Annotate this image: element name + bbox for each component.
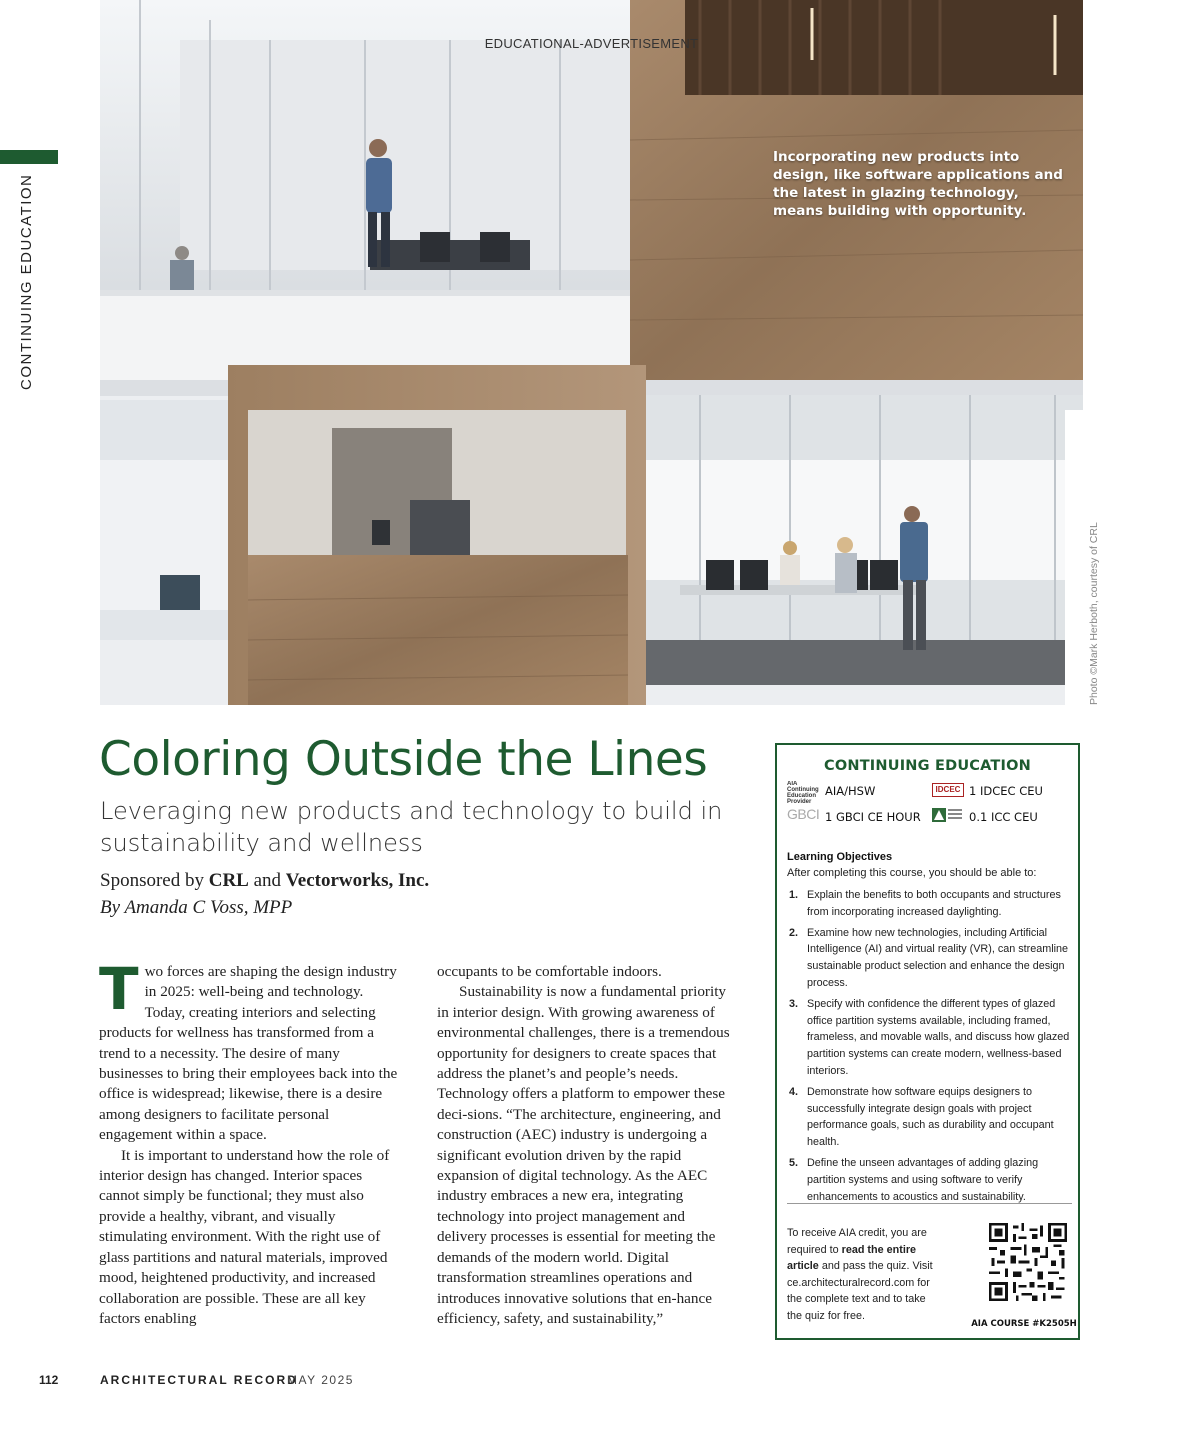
section-tab-label: CONTINUING EDUCATION (18, 173, 35, 390)
objective-number: 1. (789, 889, 799, 901)
credit-note-text: and pass the quiz. Visit ce.architecturalrecord.com for the complete text and to take the quiz for free. (787, 1260, 933, 1322)
hero-photo (100, 0, 1083, 705)
objective-text: Demonstrate how software equips designers to successfully integrate design goals with project performance goals, such as durability and occupant health. (807, 1085, 1054, 1149)
objective-number: 3. (789, 997, 799, 1010)
photo-caption: Incorporating new products into design, like software applications and the latest in glazing technology, means building with opportunity. (773, 149, 1063, 219)
body-column-2 (437, 962, 737, 1329)
sponsor-prefix: Sponsored by (100, 870, 204, 891)
objectives-intro: After completing this course, you should be able to: (787, 867, 1037, 879)
sponsor-crl: CRL (208, 870, 249, 891)
objective-item (787, 925, 1072, 992)
objective-item (787, 1155, 1072, 1205)
byline: By Amanda C Voss, MPP (100, 897, 293, 918)
aia-logo: AIA Continuing Education Provider (787, 781, 819, 805)
objective-text: Explain the benefits to both occupants and structures from incorporating increased daylighting. (807, 889, 1061, 918)
paragraph: Sustainability is now a fundamental priority in interior design. With growing awareness of environmental challenges, there is a tremendous opportunity for designers to create spaces that address the planet’s and people’s needs. Technology offers a platform to empower these deci-sions. “The architecture, engineering, and construction (AEC) industry is undergoing a significant evolution driven by the rapid expansion of digital technology. As the AEC industry embraces a new era, integrating technology into project management and delivery processes is essential for meeting the demands of the modern world. Digital transformation streamlines operations and introduces innovative solutions that en-hance efficiency, safety, and sustainability,” (437, 983, 730, 1327)
idcec-logo-box (932, 783, 964, 797)
objective-item (787, 1084, 1072, 1151)
objective-number: 5. (789, 1156, 799, 1169)
sponsor-line (100, 870, 429, 892)
aia-credit-note (787, 1225, 937, 1324)
ce-box-heading: CONTINUING EDUCATION (824, 758, 1031, 774)
credit-note-text: To receive AIA credit, you are required to (787, 1227, 927, 1256)
divider (787, 1203, 1072, 1204)
icc-logo-icon (932, 807, 964, 823)
qr-code-icon[interactable] (989, 1223, 1067, 1301)
credit-gbci: 1 GBCI CE HOUR (825, 810, 921, 824)
gbci-logo: GBCI (787, 806, 820, 822)
objective-text: Specify with confidence the different types of glazed office partition systems available, including framed, frameless, and movable walls, and discuss how glazed partition systems can create modern, wellness-based interiors. (807, 997, 1070, 1077)
sponsor-and: and (253, 870, 282, 891)
section-tab-bar (0, 150, 58, 164)
objectives-title: Learning Objectives (787, 851, 893, 863)
article-title: Coloring Outside the Lines (99, 732, 708, 787)
paragraph: It is important to understand how the role of interior design has changed. Interior spaces cannot simply be functional; they must also provide a healthy, vibrant, and visually stimulating environment. With the right use of glass partitions and natural materials, improved mood, heightened productivity, and increased collaboration are possible. These are all key factors enabling (99, 1146, 390, 1327)
objective-item (787, 996, 1072, 1080)
course-number: AIA COURSE #K2505H (971, 1319, 1077, 1329)
advertisement-label: EDUCATIONAL-ADVERTISEMENT (484, 36, 699, 51)
objectives-list (787, 887, 1072, 1209)
office-interior-illustration (100, 0, 1083, 705)
objective-item (787, 887, 1072, 921)
credit-aia: AIA/HSW (825, 784, 876, 798)
objective-text: Define the unseen advantages of adding glazing partition systems and using software to verify enhancements to acoustics and sustainability. (807, 1156, 1039, 1203)
paragraph: wo forces are shaping the design industry in 2025: well-being and technology. Today, creating interiors and selecting products for wellness has transformed from a trend to a necessity. The desire of many businesses to bring their employees back into the office is widespread; likewise, there is a desire among designers to facilitate personal engagement within a space. (99, 963, 398, 1144)
sponsor-vectorworks: Vectorworks, Inc. (285, 870, 430, 891)
objective-number: 4. (789, 1085, 799, 1098)
photo-credit: Photo ©Mark Herboth, courtesy of CRL (1088, 522, 1100, 705)
continuing-education-box (775, 743, 1080, 1340)
drop-cap: T (99, 955, 139, 1023)
magazine-name: ARCHITECTURAL RECORD (100, 1373, 298, 1387)
credit-idcec: 1 IDCEC CEU (969, 784, 1043, 798)
objective-number: 2. (789, 926, 799, 939)
issue-date: MAY 2025 (287, 1373, 354, 1387)
body-column-1 (99, 955, 399, 1329)
paragraph: occupants to be comfortable indoors. (437, 963, 662, 980)
idcec-logo: IDCEC (935, 785, 961, 794)
credit-icc: 0.1 ICC CEU (969, 810, 1038, 824)
article-subtitle: Leveraging new products and technology to build in sustainability and wellness (100, 797, 723, 857)
page-number: 112 (39, 1373, 59, 1387)
credit-note-bold: read the entire article (787, 1243, 917, 1272)
objective-text: Examine how new technologies, including Artificial Intelligence (AI) and virtual reality (VR), can streamline sustainable product selection and enhance the design process. (807, 926, 1069, 989)
